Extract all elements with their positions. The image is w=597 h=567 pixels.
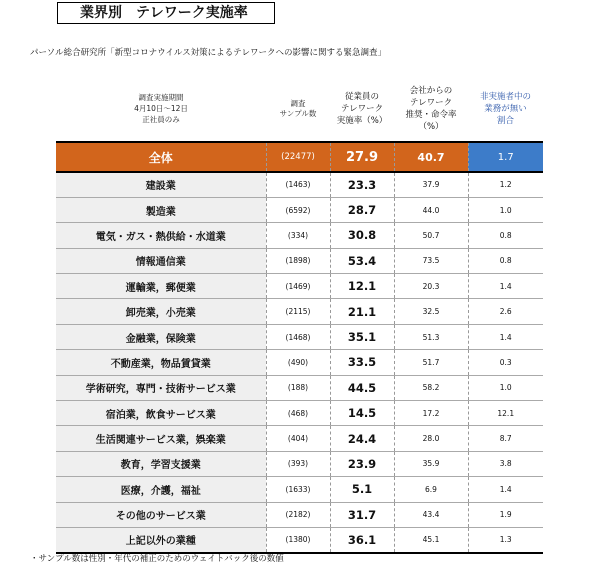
footnote: ・サンプル数は性別・年代の補正のためのウェイトバック後の数値 — [30, 554, 284, 564]
telework-table — [56, 76, 543, 554]
telework-rate: 23.9 — [330, 451, 394, 476]
header-no-work-line: 業務が無い — [484, 103, 527, 114]
table-row — [56, 401, 543, 426]
telework-rate: 24.4 — [330, 426, 394, 451]
header-rate-line: 従業員の — [344, 91, 379, 102]
industry-name: 卸売業，小売業 — [56, 299, 266, 324]
recommend-rate: 35.9 — [394, 451, 468, 476]
recommend-rate: 28.0 — [394, 426, 468, 451]
no-work-share: 0.8 — [468, 248, 543, 273]
sample-size: (334) — [266, 223, 330, 248]
industry-name: 上記以外の業種 — [56, 527, 266, 552]
sample-size: (1898) — [266, 248, 330, 273]
header-period — [56, 76, 266, 142]
sample-size: (188) — [266, 375, 330, 400]
header-period-line: 正社員のみ — [142, 115, 180, 124]
telework-rate: 30.8 — [330, 223, 394, 248]
telework-rate: 28.7 — [330, 197, 394, 222]
telework-rate: 33.5 — [330, 350, 394, 375]
sample-size: (2182) — [266, 502, 330, 527]
table-row — [56, 502, 543, 527]
industry-name: 医療，介護，福祉 — [56, 477, 266, 502]
industry-name: 製造業 — [56, 197, 266, 222]
sample-size: (468) — [266, 401, 330, 426]
header-rate-line: 実施率（%） — [336, 115, 388, 126]
no-work-share: 1.4 — [468, 274, 543, 299]
recommend-rate: 51.3 — [394, 324, 468, 349]
table-row — [56, 248, 543, 273]
industry-name: 金融業，保険業 — [56, 324, 266, 349]
recommend-rate: 58.2 — [394, 375, 468, 400]
industry-name: 運輸業，郵便業 — [56, 274, 266, 299]
no-work-share: 1.3 — [468, 527, 543, 552]
no-work-share: 3.8 — [468, 451, 543, 476]
table-row — [56, 426, 543, 451]
telework-rate: 35.1 — [330, 324, 394, 349]
recommend-rate: 51.7 — [394, 350, 468, 375]
sample-size: (490) — [266, 350, 330, 375]
sample-size: (2115) — [266, 299, 330, 324]
table-row — [56, 477, 543, 502]
table-row — [56, 274, 543, 299]
recommend-rate: 50.7 — [394, 223, 468, 248]
header-no-work-line: 割合 — [496, 115, 514, 126]
header-row — [56, 76, 543, 142]
no-work-share: 0.3 — [468, 350, 543, 375]
recommend-rate: 44.0 — [394, 197, 468, 222]
telework-rate: 21.1 — [330, 299, 394, 324]
no-work-share: 0.8 — [468, 223, 543, 248]
header-recommend-line: 会社からの — [409, 85, 453, 96]
industry-name: その他のサービス業 — [56, 502, 266, 527]
table-row — [56, 299, 543, 324]
telework-rate: 12.1 — [330, 274, 394, 299]
header-no-work-line: 非実施者中の — [479, 91, 531, 102]
sample-size: (1463) — [266, 172, 330, 197]
industry-name: 教育，学習支援業 — [56, 451, 266, 476]
no-work-share: 1.0 — [468, 375, 543, 400]
total-sample: (22477) — [266, 142, 330, 172]
sample-size: (1380) — [266, 527, 330, 552]
header-sample — [266, 76, 330, 142]
table-row — [56, 172, 543, 197]
total-row — [56, 142, 543, 172]
header-period-line: 調査実施期間 — [138, 93, 184, 102]
telework-rate: 53.4 — [330, 248, 394, 273]
total-recommend: 40.7 — [394, 142, 468, 172]
industry-name: 情報通信業 — [56, 248, 266, 273]
telework-rate: 36.1 — [330, 527, 394, 552]
no-work-share: 1.4 — [468, 324, 543, 349]
table-row — [56, 527, 543, 552]
telework-rate: 44.5 — [330, 375, 394, 400]
source-caption: パーソル総合研究所「新型コロナウイルス対策によるテレワークへの影響に関する緊急調査」 — [30, 48, 386, 58]
header-period-line: 4月10日〜12日 — [134, 104, 188, 113]
recommend-rate: 6.9 — [394, 477, 468, 502]
no-work-share: 12.1 — [468, 401, 543, 426]
no-work-share: 1.9 — [468, 502, 543, 527]
table-row — [56, 324, 543, 349]
header-rate-line: テレワーク — [340, 103, 384, 114]
no-work-share: 2.6 — [468, 299, 543, 324]
header-sample-line: サンプル数 — [279, 108, 317, 118]
page-title: 業界別 テレワーク実施率 — [57, 2, 275, 24]
table-row — [56, 375, 543, 400]
recommend-rate: 73.5 — [394, 248, 468, 273]
recommend-rate: 17.2 — [394, 401, 468, 426]
no-work-share: 8.7 — [468, 426, 543, 451]
header-recommend-line: テレワーク — [409, 97, 453, 108]
recommend-rate: 32.5 — [394, 299, 468, 324]
no-work-share: 1.0 — [468, 197, 543, 222]
header-recommend-line: （%） — [418, 121, 444, 132]
total-name: 全体 — [56, 142, 266, 172]
sample-size: (1469) — [266, 274, 330, 299]
sample-size: (1633) — [266, 477, 330, 502]
recommend-rate: 20.3 — [394, 274, 468, 299]
header-no-work — [468, 76, 543, 142]
sample-size: (404) — [266, 426, 330, 451]
table-row — [56, 451, 543, 476]
industry-name: 生活関連サービス業，娯楽業 — [56, 426, 266, 451]
table-body — [56, 142, 543, 553]
table-row — [56, 350, 543, 375]
header-rate — [330, 76, 394, 142]
sample-size: (6592) — [266, 197, 330, 222]
telework-rate: 14.5 — [330, 401, 394, 426]
total-rate: 27.9 — [330, 142, 394, 172]
table-row — [56, 197, 543, 222]
sample-size: (1468) — [266, 324, 330, 349]
no-work-share: 1.2 — [468, 172, 543, 197]
recommend-rate: 43.4 — [394, 502, 468, 527]
table-row — [56, 223, 543, 248]
recommend-rate: 45.1 — [394, 527, 468, 552]
telework-rate: 5.1 — [330, 477, 394, 502]
header-sample-line: 調査 — [290, 98, 306, 108]
no-work-share: 1.4 — [468, 477, 543, 502]
recommend-rate: 37.9 — [394, 172, 468, 197]
industry-name: 宿泊業，飲食サービス業 — [56, 401, 266, 426]
total-no-work: 1.7 — [468, 142, 543, 172]
industry-name: 建設業 — [56, 172, 266, 197]
sample-size: (393) — [266, 451, 330, 476]
header-recommend-line: 推奨・命令率 — [405, 109, 457, 120]
industry-name: 学術研究，専門・技術サービス業 — [56, 375, 266, 400]
industry-name: 不動産業，物品賃貸業 — [56, 350, 266, 375]
telework-rate: 31.7 — [330, 502, 394, 527]
industry-name: 電気・ガス・熱供給・水道業 — [56, 223, 266, 248]
header-recommend — [394, 76, 468, 142]
telework-rate: 23.3 — [330, 172, 394, 197]
